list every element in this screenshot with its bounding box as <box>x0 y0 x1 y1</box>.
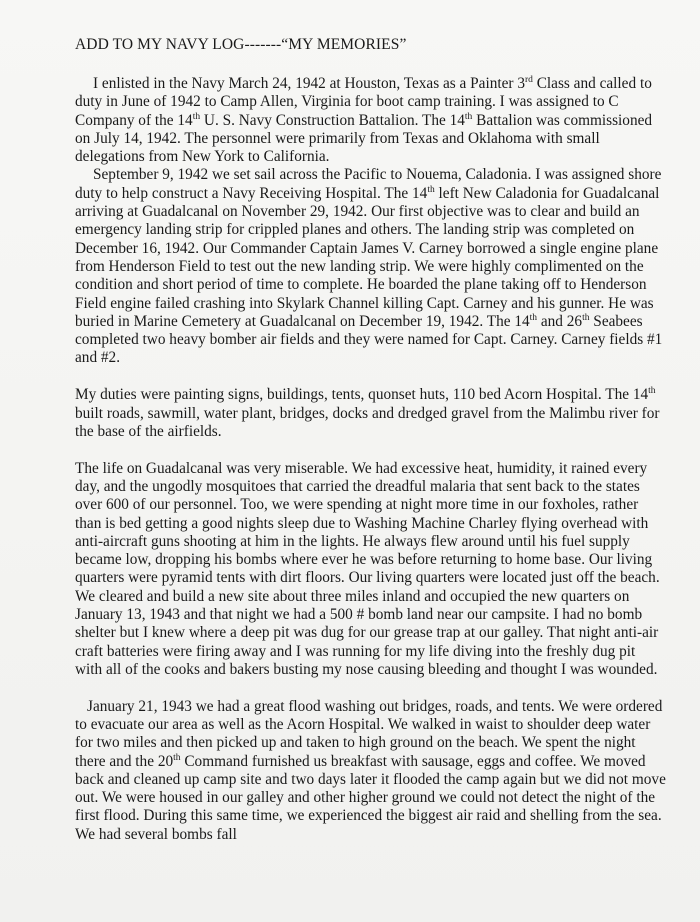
paragraph-p5 <box>75 698 666 844</box>
text-run: left New Caladonia for Guadalcanal arriving at Guadalcanal on November 29, 1942. Our first objective was to clear and build an emergency landing strip for crippled planes and others. The landing strip was completed on December 16, 1942. Our Commander Captain James V. Carney borrowed a single engine plane from Henderson Field to test out the new landing strip. We were highly complimented on the condition and short period of time to complete. He boarded the plane taking off to Henderson Field engine failed crashing into Skylark Channel killing Capt. Carney and his gunner. He was buried in Marine Cemetery at Guadalcanal on December 19, 1942. The 14 <box>75 184 660 330</box>
paragraph-p2 <box>75 166 666 367</box>
paragraph-gap <box>75 679 666 698</box>
paragraph-p1 <box>75 75 666 166</box>
paragraph-p3 <box>75 386 666 441</box>
paragraph-p4 <box>75 460 666 680</box>
ordinal-superscript: rd <box>524 75 533 85</box>
text-run: The life on Guadalcanal was very miserable. We had excessive heat, humidity, it rained every day, and the ungodly mosquitoes that carried the dreadful malaria that sent back to the states over 600 of our personnel. Too, we were spending at night more time in our foxholes, rather than is bed getting a good nights sleep due to Washing Machine Charley flying overhead with anti-aircraft guns shooting at him in the lights. He always flew around until his fuel supply became low, dropping his bombs where ever he was before returning to home base. Our living quarters were pyramid tents with dirt floors. Our living quarters were located just off the beach. We cleared and build a new site about three miles inland and occupied the new quarters on January 13, 1943 and that night we had a 500 # bomb land near our campsite. I had no bomb shelter but I knew where a deep pit was dug for our grease trap at our galley. That night anti-air craft batteries were firing away and I was running for my life diving into the freshly dug pit with all of the cooks and bakers busting my nose causing bleeding and thought I was wounded. <box>75 459 660 678</box>
text-run: September 9, 1942 we set sail across the Pacific to Nouema, Caladonia. I was assigned shore duty to help construct a Navy Receiving Hospital. The 14 <box>75 166 662 202</box>
document-title: ADD TO MY NAVY LOG-------“MY MEMORIES” <box>75 36 407 53</box>
text-run: January 21, 1943 we had a great flood washing out bridges, roads, and tents. We were ordered to evacuate our area as well as the Acorn Hospital. We walked in waist to shoulder deep water for two miles and then picked up and taken to high ground on the beach. We spent the night there and the 20 <box>75 697 663 770</box>
paragraph-gap <box>75 368 666 387</box>
paragraph-gap <box>75 441 666 460</box>
text-run: Battalion was commissioned on July 14, 1942. The personnel were primarily from Texas and Oklahoma with small delegations from New York to California. <box>75 111 653 166</box>
ordinal-superscript: th <box>529 312 538 323</box>
ordinal-superscript: th <box>464 111 473 122</box>
text-run: I enlisted in the Navy March 24, 1942 at Houston, Texas as a Painter 3 <box>93 75 525 92</box>
ordinal-superscript: th <box>192 111 201 122</box>
text-run: Seabees completed two heavy bomber air fields and they were named for Capt. Carney. Carney fields #1 and #2. <box>75 312 663 367</box>
ordinal-superscript: th <box>173 752 181 763</box>
ordinal-superscript: th <box>427 184 435 195</box>
document-body <box>75 75 666 844</box>
text-run: U. S. Navy Construction Battalion. The 14 <box>200 111 465 129</box>
text-run: My duties were painting signs, buildings, tents, quonset huts, 110 bed Acorn Hospital. The 14 <box>75 386 649 404</box>
text-run: Command furnished us breakfast with sausage, eggs and coffee. We moved back and cleaned up camp site and two days later it flooded the camp again but we did not move out. We were housed in our galley and other higher ground we could not detect the night of the first flood. During this same time, we experienced the biggest air raid and shelling from the sea. We had several bombs fall <box>75 752 666 843</box>
ordinal-superscript: th <box>648 386 656 397</box>
text-run: Class and called to duty in June of 1942 to Camp Allen, Virginia for boot camp training. I was assigned to C Company of the 14 <box>75 75 652 129</box>
text-run: and 26 <box>537 312 583 330</box>
text-run: built roads, sawmill, water plant, bridges, docks and dredged gravel from the Malimbu river for the base of the airfields. <box>75 404 660 440</box>
ordinal-superscript: th <box>582 312 590 323</box>
